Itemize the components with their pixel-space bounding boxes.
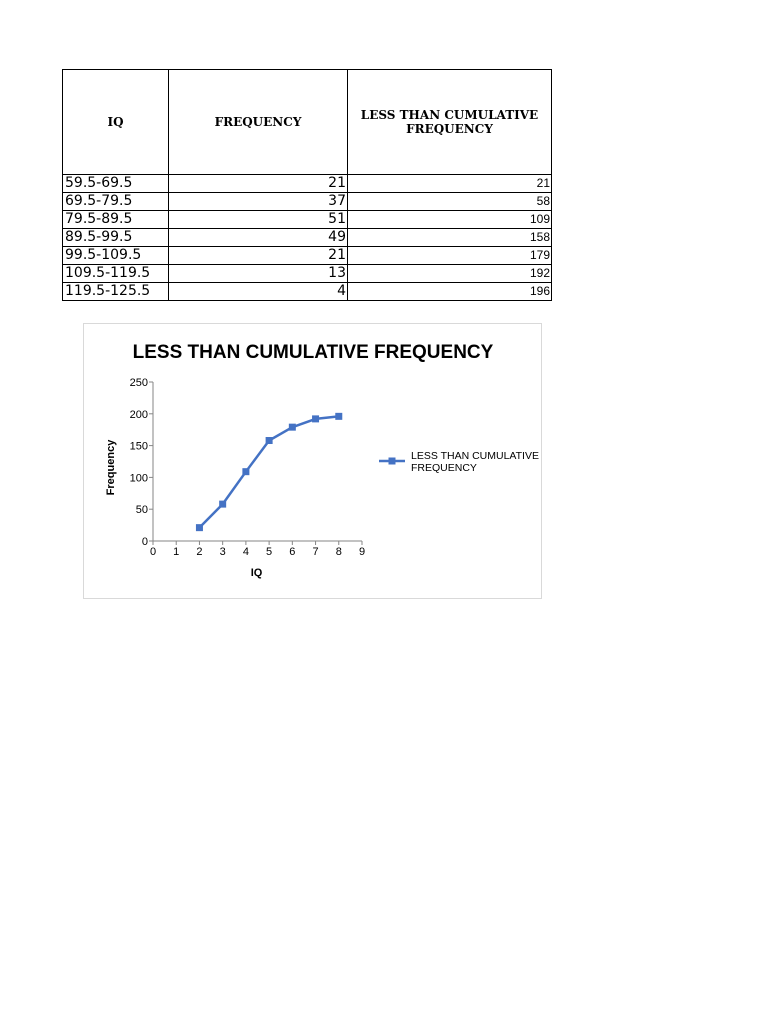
- iq-cell: 99.5-109.5: [63, 247, 169, 265]
- data-point-marker: [242, 468, 249, 475]
- iq-cell: 59.5-69.5: [63, 175, 169, 193]
- iq-cell: 79.5-89.5: [63, 211, 169, 229]
- x-tick-label: 0: [149, 546, 157, 558]
- series-line: [199, 416, 338, 527]
- header-frequency: FREQUENCY: [169, 70, 348, 175]
- table-row: [63, 283, 552, 301]
- cumulative-frequency-cell: 109: [348, 211, 552, 229]
- cumulative-frequency-cell: 192: [348, 265, 552, 283]
- frequency-cell: 4: [169, 283, 348, 301]
- header-cumulative-frequency: LESS THAN CUMULATIVE FREQUENCY: [348, 70, 552, 175]
- x-tick-label: 5: [266, 546, 273, 558]
- frequency-cell: 37: [169, 193, 348, 211]
- table-row: [63, 175, 552, 193]
- header-iq: IQ: [63, 70, 169, 175]
- cumulative-frequency-cell: 158: [348, 229, 552, 247]
- x-tick-label: 2: [196, 546, 203, 558]
- frequency-cell: 51: [169, 211, 348, 229]
- x-tick-label: 7: [312, 546, 319, 558]
- x-tick-label: 1: [173, 546, 180, 558]
- y-tick-label: 0: [141, 536, 148, 548]
- x-tick-label: 4: [242, 546, 249, 558]
- table-row: [63, 193, 552, 211]
- data-point-marker: [196, 524, 203, 531]
- y-tick-label: 250: [129, 377, 148, 389]
- y-tick-label: 150: [129, 440, 148, 453]
- frequency-cell: 21: [169, 175, 348, 193]
- table-row: [63, 265, 552, 283]
- iq-cell: 89.5-99.5: [63, 229, 169, 247]
- iq-cell: 119.5-125.5: [63, 283, 169, 301]
- x-axis-title: IQ: [250, 567, 263, 579]
- x-tick-label: 8: [335, 546, 342, 558]
- data-point-marker: [335, 413, 342, 420]
- x-tick-label: 9: [358, 546, 366, 558]
- frequency-cell: 21: [169, 247, 348, 265]
- y-axis-title: Frequency: [105, 439, 117, 496]
- table-row: [63, 247, 552, 265]
- legend-marker: [389, 458, 396, 465]
- iq-cell: 109.5-119.5: [63, 265, 169, 283]
- y-tick-label: 50: [135, 504, 148, 517]
- x-tick-label: 6: [289, 546, 296, 558]
- data-point-marker: [289, 424, 296, 431]
- table-row: [63, 211, 552, 229]
- frequency-table: [62, 69, 552, 301]
- cumulative-frequency-cell: 179: [348, 247, 552, 265]
- table-header-row: [63, 70, 552, 175]
- frequency-cell: 49: [169, 229, 348, 247]
- y-tick-label: 200: [129, 408, 148, 421]
- frequency-cell: 13: [169, 265, 348, 283]
- legend-label: LESS THAN CUMULATIVE FREQUENCY: [411, 450, 539, 474]
- iq-cell: 69.5-79.5: [63, 193, 169, 211]
- data-point-marker: [219, 501, 226, 508]
- data-point-marker: [266, 437, 273, 444]
- chart-title: LESS THAN CUMULATIVE FREQUENCY: [132, 342, 494, 363]
- table-row: [63, 229, 552, 247]
- x-tick-label: 3: [219, 546, 226, 558]
- cumulative-frequency-cell: 196: [348, 283, 552, 301]
- line-chart: [84, 324, 543, 600]
- chart-area: [83, 323, 542, 599]
- cumulative-frequency-cell: 58: [348, 193, 552, 211]
- cumulative-frequency-cell: 21: [348, 175, 552, 193]
- data-point-marker: [312, 415, 319, 422]
- y-tick-label: 100: [129, 472, 148, 485]
